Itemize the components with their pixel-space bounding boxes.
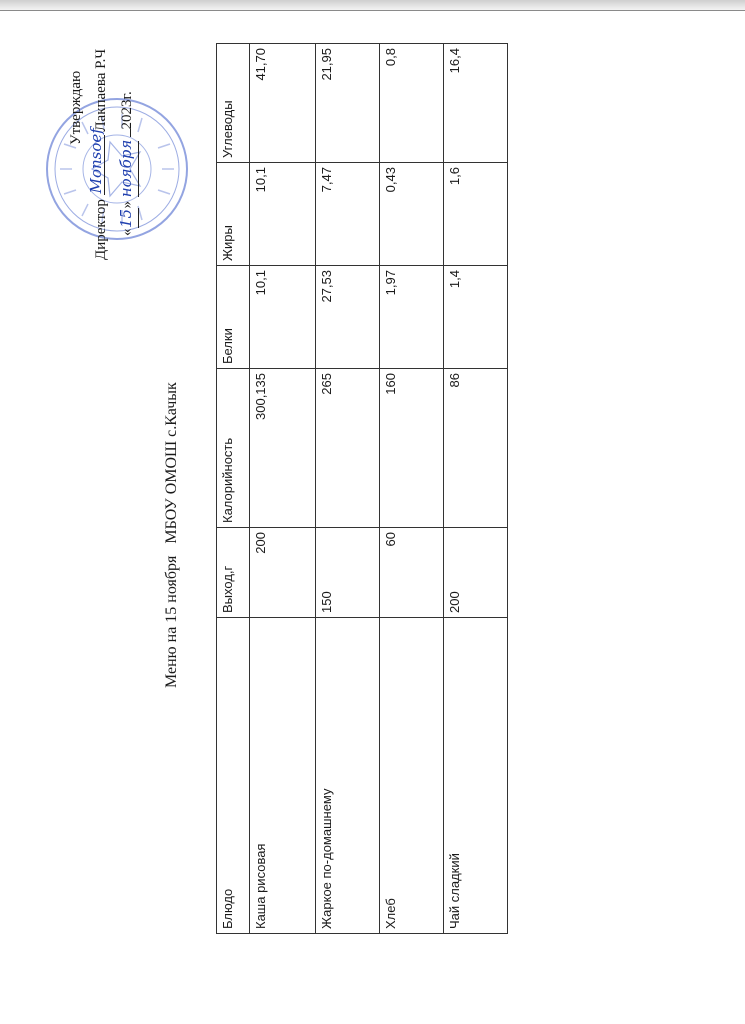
date-underline — [130, 130, 131, 138]
date-month: ноября — [114, 141, 139, 197]
date-day: 15 — [114, 209, 139, 229]
cell-protein: 27,53 — [316, 266, 380, 369]
header-output: Выход,г — [217, 528, 250, 618]
table-row — [380, 44, 444, 934]
cell-protein: 10,1 — [250, 266, 316, 369]
cell-output: 200 — [250, 528, 316, 618]
cell-carbs: 41,70 — [250, 44, 316, 163]
director-line — [88, 49, 113, 260]
cell-calories: 86 — [444, 369, 508, 528]
cell-calories: 265 — [316, 369, 380, 528]
school-name: МБОУ ОМОШ с.Качык — [163, 382, 180, 544]
table-row — [444, 44, 508, 934]
cell-carbs: 0,8 — [380, 44, 444, 163]
director-label: Директор — [93, 199, 109, 260]
cell-fat: 1,6 — [444, 163, 508, 266]
header-dish: Блюдо — [217, 618, 250, 934]
cell-dish: Каша рисовая — [250, 618, 316, 934]
cell-dish: Чай сладкий — [444, 618, 508, 934]
director-signature — [87, 128, 105, 195]
table-row — [250, 44, 316, 934]
cell-calories: 160 — [380, 369, 444, 528]
header-calories: Калорийность — [217, 369, 250, 528]
date-year: 2023г. — [119, 91, 135, 130]
approval-date — [114, 91, 139, 236]
cell-output: 60 — [380, 528, 444, 618]
cell-calories: 300,135 — [250, 369, 316, 528]
cell-protein: 1,4 — [444, 266, 508, 369]
date-open-quote: « — [119, 228, 135, 236]
cell-dish: Жаркое по-домашнему — [316, 618, 380, 934]
cell-output: 150 — [316, 528, 380, 618]
page-title — [163, 382, 181, 688]
table-row — [316, 44, 380, 934]
cell-dish: Хлеб — [380, 618, 444, 934]
menu-table — [216, 43, 508, 934]
header-protein: Белки — [217, 266, 250, 369]
approve-label: Утверждаю — [68, 70, 84, 145]
table-header-row — [217, 44, 250, 934]
date-close-quote: » — [119, 201, 135, 209]
header-carbs: Углеводы — [217, 44, 250, 163]
menu-date-label: Меню на 15 ноября — [163, 555, 180, 688]
cell-output: 200 — [444, 528, 508, 618]
director-name: Лакпаева Р.Ч — [93, 48, 109, 132]
cell-carbs: 16,4 — [444, 44, 508, 163]
cell-fat: 7,47 — [316, 163, 380, 266]
cell-carbs: 21,95 — [316, 44, 380, 163]
header-fat: Жиры — [217, 163, 250, 266]
cell-fat: 10,1 — [250, 163, 316, 266]
signature-ink: Monsoef — [87, 128, 105, 194]
cell-fat: 0,43 — [380, 163, 444, 266]
cell-protein: 1,97 — [380, 266, 444, 369]
